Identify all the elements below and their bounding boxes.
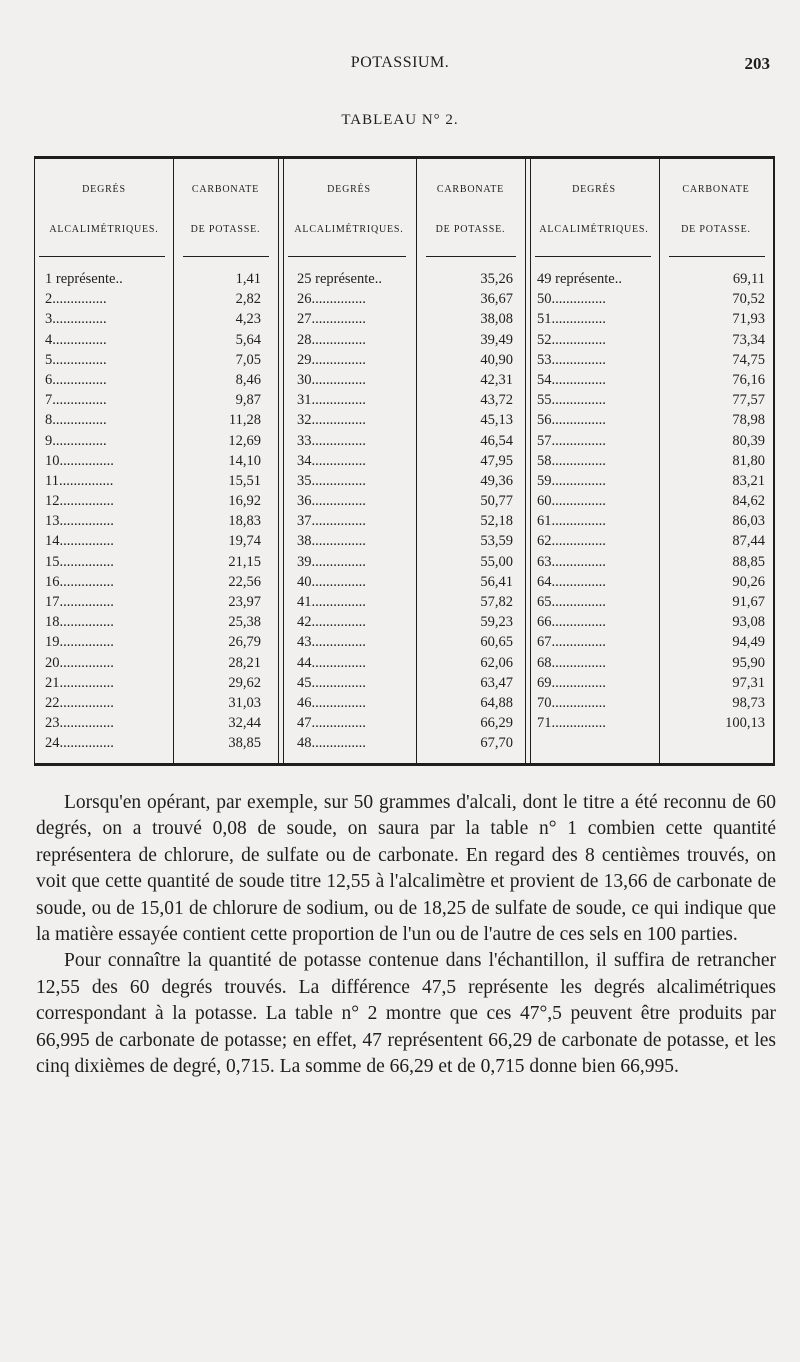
carbonate-cell: 45,13 [480,412,513,429]
degree-cell: 52............... [537,331,606,348]
degree-cell: 41............... [297,594,366,610]
carbonate-cell: 52,18 [480,513,513,530]
carbonate-cell: 16,92 [228,493,261,510]
carbonate-cell: 4,23 [235,311,261,328]
degree-cell: 4............... [45,331,107,348]
body-text [36,790,776,1080]
carbonate-cell: 100,13 [725,715,765,732]
degree-cell: 63............... [537,553,606,570]
column-header-line: DEGRÉS [327,183,371,195]
degree-cell: 59............... [537,472,606,489]
degree-cell: 29............... [297,351,366,368]
degree-cell: 7............... [45,392,107,409]
table-row [35,511,773,531]
degree-cell: 17............... [45,594,114,610]
degree-cell: 25 représente.. [297,271,382,287]
carbonate-cell: 32,44 [228,715,261,732]
carbonate-cell: 42,31 [480,371,513,388]
header-rule [535,256,651,257]
degree-cell: 65............... [537,594,606,610]
header-rule [669,256,765,257]
degree-cell: 28............... [297,331,366,348]
carbonate-cell: 94,49 [732,634,765,651]
degree-cell: 31............... [297,392,366,409]
carbonate-cell: 25,38 [228,614,261,631]
carbonate-cell: 87,44 [732,533,765,550]
degree-cell: 42............... [297,614,366,631]
carbonate-cell: 63,47 [480,674,513,691]
degree-cell: 45............... [297,674,366,691]
carbonate-cell: 98,73 [732,694,765,711]
carbonate-cell: 97,31 [732,674,765,691]
header-rule [426,256,516,257]
degree-cell: 8............... [45,412,107,429]
carbonate-cell: 38,08 [480,311,513,328]
carbonate-cell: 19,74 [228,533,261,550]
carbonate-cell: 49,36 [480,472,513,489]
carbonate-cell: 21,15 [228,553,261,570]
column-header [35,169,173,249]
header-rule [39,256,165,257]
carbonate-cell: 8,46 [235,371,261,388]
degree-cell: 26............... [297,291,366,308]
paragraph: Pour connaître la quantité de potasse contenue dans l'échantillon, il suffira de retrancher 12,55 des 60 degrés trouvés. La différence 47,5 représente les degrés alcalimétriques correspondant à la potasse. La table n° 2 montre que ces 47°,5 peuvent être produits par 66,995 de carbonate de potasse; en effet, 47 représentent 66,29 de carbonate de potasse, et les cinq dixièmes de degré, 0,715. La somme de 66,29 et de 0,715 donne bien 66,995. [36,950,776,1078]
carbonate-cell: 56,41 [480,573,513,590]
degree-cell: 68............... [537,654,606,671]
degree-cell: 32............... [297,412,366,429]
degree-cell: 62............... [537,533,606,550]
degree-cell: 58............... [537,452,606,469]
degree-cell: 51............... [537,311,606,328]
carbonate-cell: 76,16 [732,371,765,388]
degree-cell: 38............... [297,533,366,550]
table-body [35,269,773,754]
degree-cell: 34............... [297,452,366,469]
degree-cell: 11............... [45,472,114,489]
carbonate-cell: 53,59 [480,533,513,550]
carbonate-cell: 22,56 [228,573,261,590]
carbonate-cell: 90,26 [732,573,765,590]
carbonate-cell: 55,00 [480,553,513,570]
carbonate-cell: 81,80 [732,452,765,469]
degree-cell: 50............... [537,291,606,308]
degree-cell: 15............... [45,553,114,570]
carbonate-cell: 69,11 [732,271,765,287]
carbonate-cell: 26,79 [228,634,261,651]
carbonate-cell: 93,08 [732,614,765,631]
carbonate-cell: 1,41 [235,271,261,287]
carbonate-cell: 46,54 [480,432,513,449]
degree-cell: 18............... [45,614,114,631]
degree-cell: 33............... [297,432,366,449]
column-header-line: ALCALIMÉTRIQUES. [49,223,159,235]
header-rule [288,256,406,257]
degree-cell: 37............... [297,513,366,530]
degree-cell: 43............... [297,634,366,651]
carbonate-cell: 74,75 [732,351,765,368]
table-row [35,572,773,592]
carbonate-cell: 29,62 [228,674,261,691]
degree-cell: 56............... [537,412,606,429]
table-row [35,390,773,410]
carbonate-cell: 67,70 [480,735,513,752]
carbonate-cell: 14,10 [228,452,261,469]
header-rule [183,256,269,257]
table-row [35,289,773,309]
table-row [35,410,773,430]
table-row [35,431,773,451]
table-row [35,370,773,390]
carbonate-cell: 28,21 [228,654,261,671]
degree-cell: 44............... [297,654,366,671]
degree-cell: 30............... [297,371,366,388]
degree-cell: 60............... [537,493,606,510]
carbonate-cell: 7,05 [235,351,261,368]
running-title: POTASSIUM. [350,54,450,71]
table-row [35,733,773,753]
carbonate-cell: 77,57 [732,392,765,409]
carbonate-cell: 50,77 [480,493,513,510]
column-header [529,169,659,249]
degree-cell: 61............... [537,513,606,530]
column-header [659,169,773,249]
carbonate-cell: 73,34 [732,331,765,348]
carbonate-cell: 43,72 [480,392,513,409]
carbonate-cell: 38,85 [228,735,261,752]
table-row [35,673,773,693]
carbonate-cell: 15,51 [228,472,261,489]
data-table [34,156,775,766]
degree-cell: 22............... [45,694,114,711]
degree-cell: 69............... [537,674,606,691]
carbonate-cell: 2,82 [235,291,261,308]
carbonate-cell: 57,82 [480,594,513,610]
degree-cell: 9............... [45,432,107,449]
carbonate-cell: 66,29 [480,715,513,732]
carbonate-cell: 86,03 [732,513,765,530]
table-row [35,653,773,673]
column-header-line: DE POTASSE. [190,223,261,235]
carbonate-cell: 71,93 [732,311,765,328]
column-header-line: DEGRÉS [82,183,126,195]
carbonate-cell: 40,90 [480,351,513,368]
carbonate-cell: 47,95 [480,452,513,469]
column-header [282,169,416,249]
carbonate-cell: 70,52 [732,291,765,308]
degree-cell: 53............... [537,351,606,368]
degree-cell: 23............... [45,715,114,732]
degree-cell: 70............... [537,694,606,711]
column-header-line: DE POTASSE. [681,223,751,235]
degree-cell: 47............... [297,715,366,732]
degree-cell: 27............... [297,311,366,328]
carbonate-cell: 9,87 [235,392,261,409]
carbonate-cell: 60,65 [480,634,513,651]
carbonate-cell: 91,67 [732,594,765,610]
degree-cell: 40............... [297,573,366,590]
carbonate-cell: 80,39 [732,432,765,449]
degree-cell: 46............... [297,694,366,711]
degree-cell: 36............... [297,493,366,510]
degree-cell: 48............... [297,735,366,752]
paragraph: Lorsqu'en opérant, par exemple, sur 50 grammes d'alcali, dont le titre a été reconnu de 60 degrés, on a trouvé 0,08 de soude, on saura par la table n° 1 combien cette quantité représentera de chlorure, de sulfate ou de carbonate. En regard des 8 centièmes trouvés, on voit que cette quantité de soude titre 12,55 à l'alcalimètre et provient de 13,66 de carbonate de soude, ou de 15,01 de chlorure de sodium, ou de 18,25 de sulfate de soude, ce qui indique que la matière essayée contient cette proportion de l'un ou de l'autre de ces sels en 100 parties. [36,792,776,946]
degree-cell: 20............... [45,654,114,671]
carbonate-cell: 78,98 [732,412,765,429]
degree-cell: 2............... [45,291,107,308]
table-row [35,350,773,370]
carbonate-cell: 5,64 [235,331,261,348]
degree-cell: 67............... [537,634,606,651]
degree-cell: 55............... [537,392,606,409]
carbonate-cell: 11,28 [228,412,261,429]
degree-cell: 1 représente.. [45,271,123,287]
degree-cell: 3............... [45,311,107,328]
degree-cell: 19............... [45,634,114,651]
carbonate-cell: 59,23 [480,614,513,631]
table-row [35,693,773,713]
column-header-line: CARBONATE [191,183,260,195]
degree-cell: 16............... [45,573,114,590]
table-row [35,531,773,551]
degree-cell: 5............... [45,351,107,368]
degree-cell: 64............... [537,573,606,590]
carbonate-cell: 31,03 [228,694,261,711]
degree-cell: 49 représente.. [537,271,622,287]
carbonate-cell: 36,67 [480,291,513,308]
table-row [35,471,773,491]
degree-cell: 66............... [537,614,606,631]
table-row [35,592,773,612]
column-header-line: DEGRÉS [572,183,616,195]
column-header [173,169,278,249]
table-row [35,491,773,511]
carbonate-cell: 62,06 [480,654,513,671]
degree-cell: 57............... [537,432,606,449]
degree-cell: 71............... [537,715,606,732]
table-row [35,552,773,572]
table-row [35,451,773,471]
column-header-line: CARBONATE [436,183,505,195]
column-header-line: ALCALIMÉTRIQUES. [294,223,404,235]
carbonate-cell: 18,83 [228,513,261,530]
degree-cell: 6............... [45,371,107,388]
carbonate-cell: 84,62 [732,493,765,510]
carbonate-cell: 88,85 [732,553,765,570]
degree-cell: 39............... [297,553,366,570]
column-header-line: DE POTASSE. [435,223,506,235]
table-row [35,269,773,289]
carbonate-cell: 39,49 [480,331,513,348]
degree-cell: 54............... [537,371,606,388]
carbonate-cell: 64,88 [480,694,513,711]
table-title: TABLEAU N° 2. [341,112,459,128]
carbonate-cell: 83,21 [732,472,765,489]
table-row [35,330,773,350]
column-header-line: ALCALIMÉTRIQUES. [539,223,649,235]
carbonate-cell: 95,90 [732,654,765,671]
column-header [416,169,525,249]
page-number: 203 [744,54,770,73]
column-header-line: CARBONATE [682,183,750,195]
table-row [35,309,773,329]
table-row [35,612,773,632]
degree-cell: 13............... [45,513,114,530]
degree-cell: 24............... [45,735,114,752]
table-row [35,632,773,652]
carbonate-cell: 12,69 [228,432,261,449]
degree-cell: 10............... [45,452,114,469]
degree-cell: 12............... [45,493,114,510]
table-row [35,713,773,733]
degree-cell: 21............... [45,674,114,691]
carbonate-cell: 23,97 [228,594,261,610]
carbonate-cell: 35,26 [480,271,513,287]
degree-cell: 14............... [45,533,114,550]
degree-cell: 35............... [297,472,366,489]
